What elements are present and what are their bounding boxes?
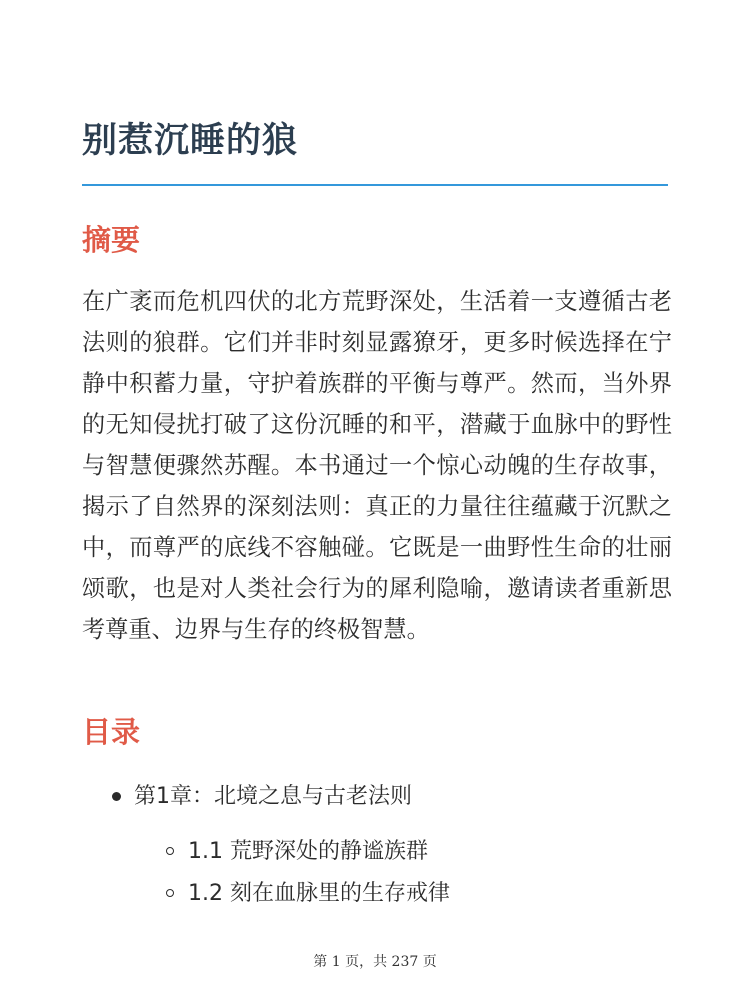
toc-section-item[interactable] (82, 831, 672, 873)
title-divider (82, 184, 668, 186)
book-title: 别惹沉睡的狼 (82, 121, 299, 161)
page-number-footer: 第 1 页，共 237 页 (313, 954, 437, 970)
hollow-bullet-icon (166, 847, 174, 855)
toc-chapter-label[interactable]: 第1章：北境之息与古老法则 (134, 784, 412, 809)
toc-section-list (82, 831, 672, 915)
toc-section-label[interactable]: 1.2 刻在血脉里的生存戒律 (188, 881, 450, 906)
toc-chapter-item[interactable] (82, 775, 672, 819)
toc-section-item[interactable] (82, 873, 672, 915)
toc-heading: 目录 (82, 715, 141, 749)
toc-section-group (82, 831, 672, 915)
toc-section-label[interactable]: 1.1 荒野深处的静谧族群 (188, 839, 428, 864)
abstract-body: 在广袤而危机四伏的北方荒野深处，生活着一支遵循古老法则的狼群。它们并非时刻显露獠牙，更多时候选择在宁静中积蓄力量，守护着族群的平衡与尊严。然而，当外界的无知侵扰打破了这份沉睡的和平，潜藏于血脉中的野性与智慧便骤然苏醒。本书通过一个惊心动魄的生存故事，揭示了自然界的深刻法则：真正的力量往往蕴藏于沉默之中，而尊严的底线不容触碰。它既是一曲野性生命的壮丽颂歌，也是对人类社会行为的犀利隐喻，邀请读者重新思考尊重、边界与生存的终极智慧。 (82, 288, 672, 643)
abstract-heading: 摘要 (82, 223, 141, 257)
toc-list (82, 775, 672, 915)
filled-bullet-icon (112, 792, 121, 801)
hollow-bullet-icon (166, 889, 174, 897)
